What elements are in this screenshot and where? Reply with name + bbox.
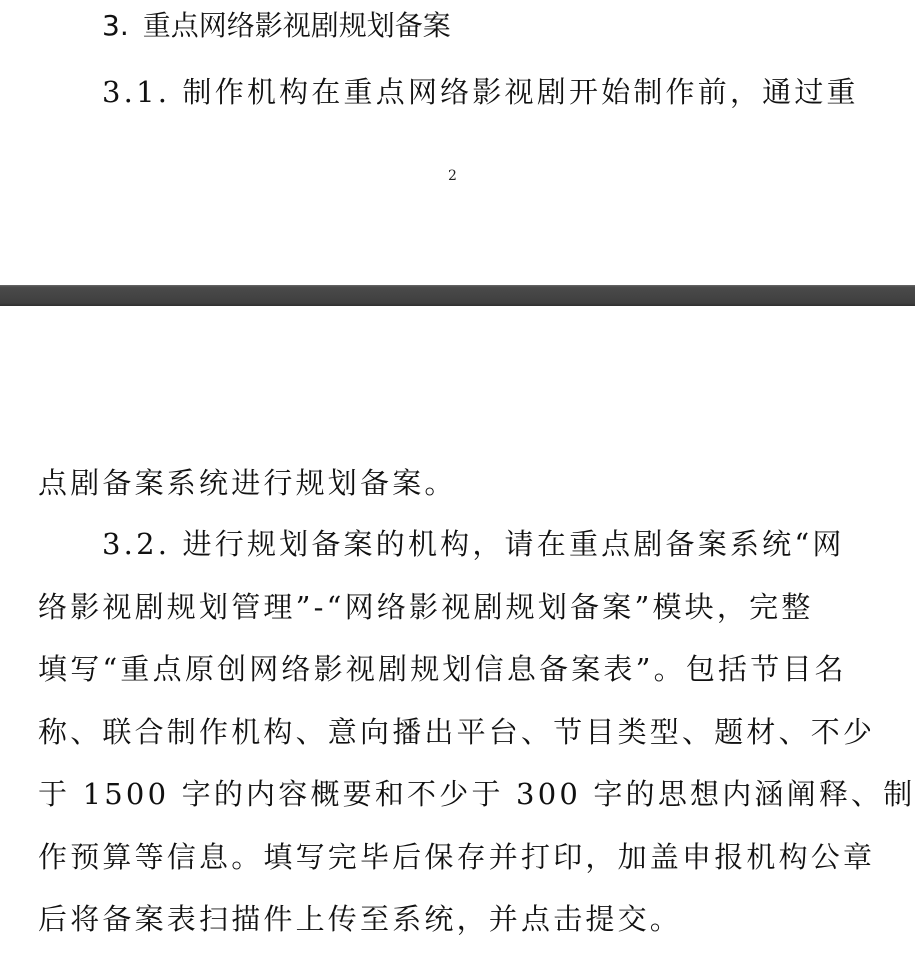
section-number: 3. [102, 9, 129, 42]
section-heading [102, 6, 451, 46]
paragraph-line: 3.1. 制作机构在重点网络影视剧开始制作前，通过重 [102, 75, 859, 109]
paragraph-line: 称、联合制作机构、意向播出平台、节目类型、题材、不少 [38, 715, 876, 749]
paragraph-line: 络影视剧规划管理”-“网络影视剧规划备案”模块，完整 [38, 590, 814, 624]
paragraph-line: 填写“重点原创网络影视剧规划信息备案表”。包括节目名 [38, 652, 847, 686]
paragraph-line: 3.2. 进行规划备案的机构，请在重点剧备案系统“网 [102, 527, 845, 561]
paragraph-line: 于 1500 字的内容概要和不少于 300 字的思想内涵阐释、制 [38, 777, 915, 811]
paragraph-line: 后将备案表扫描件上传至系统，并点击提交。 [38, 902, 683, 936]
paragraph-line: 作预算等信息。填写完毕后保存并打印，加盖申报机构公章 [38, 840, 876, 874]
section-title: 重点网络影视剧规划备案 [142, 9, 451, 42]
page-number: 2 [448, 168, 457, 184]
page-separator [0, 285, 915, 306]
paragraph-line: 点剧备案系统进行规划备案。 [38, 466, 457, 500]
document-page-top [0, 0, 915, 285]
